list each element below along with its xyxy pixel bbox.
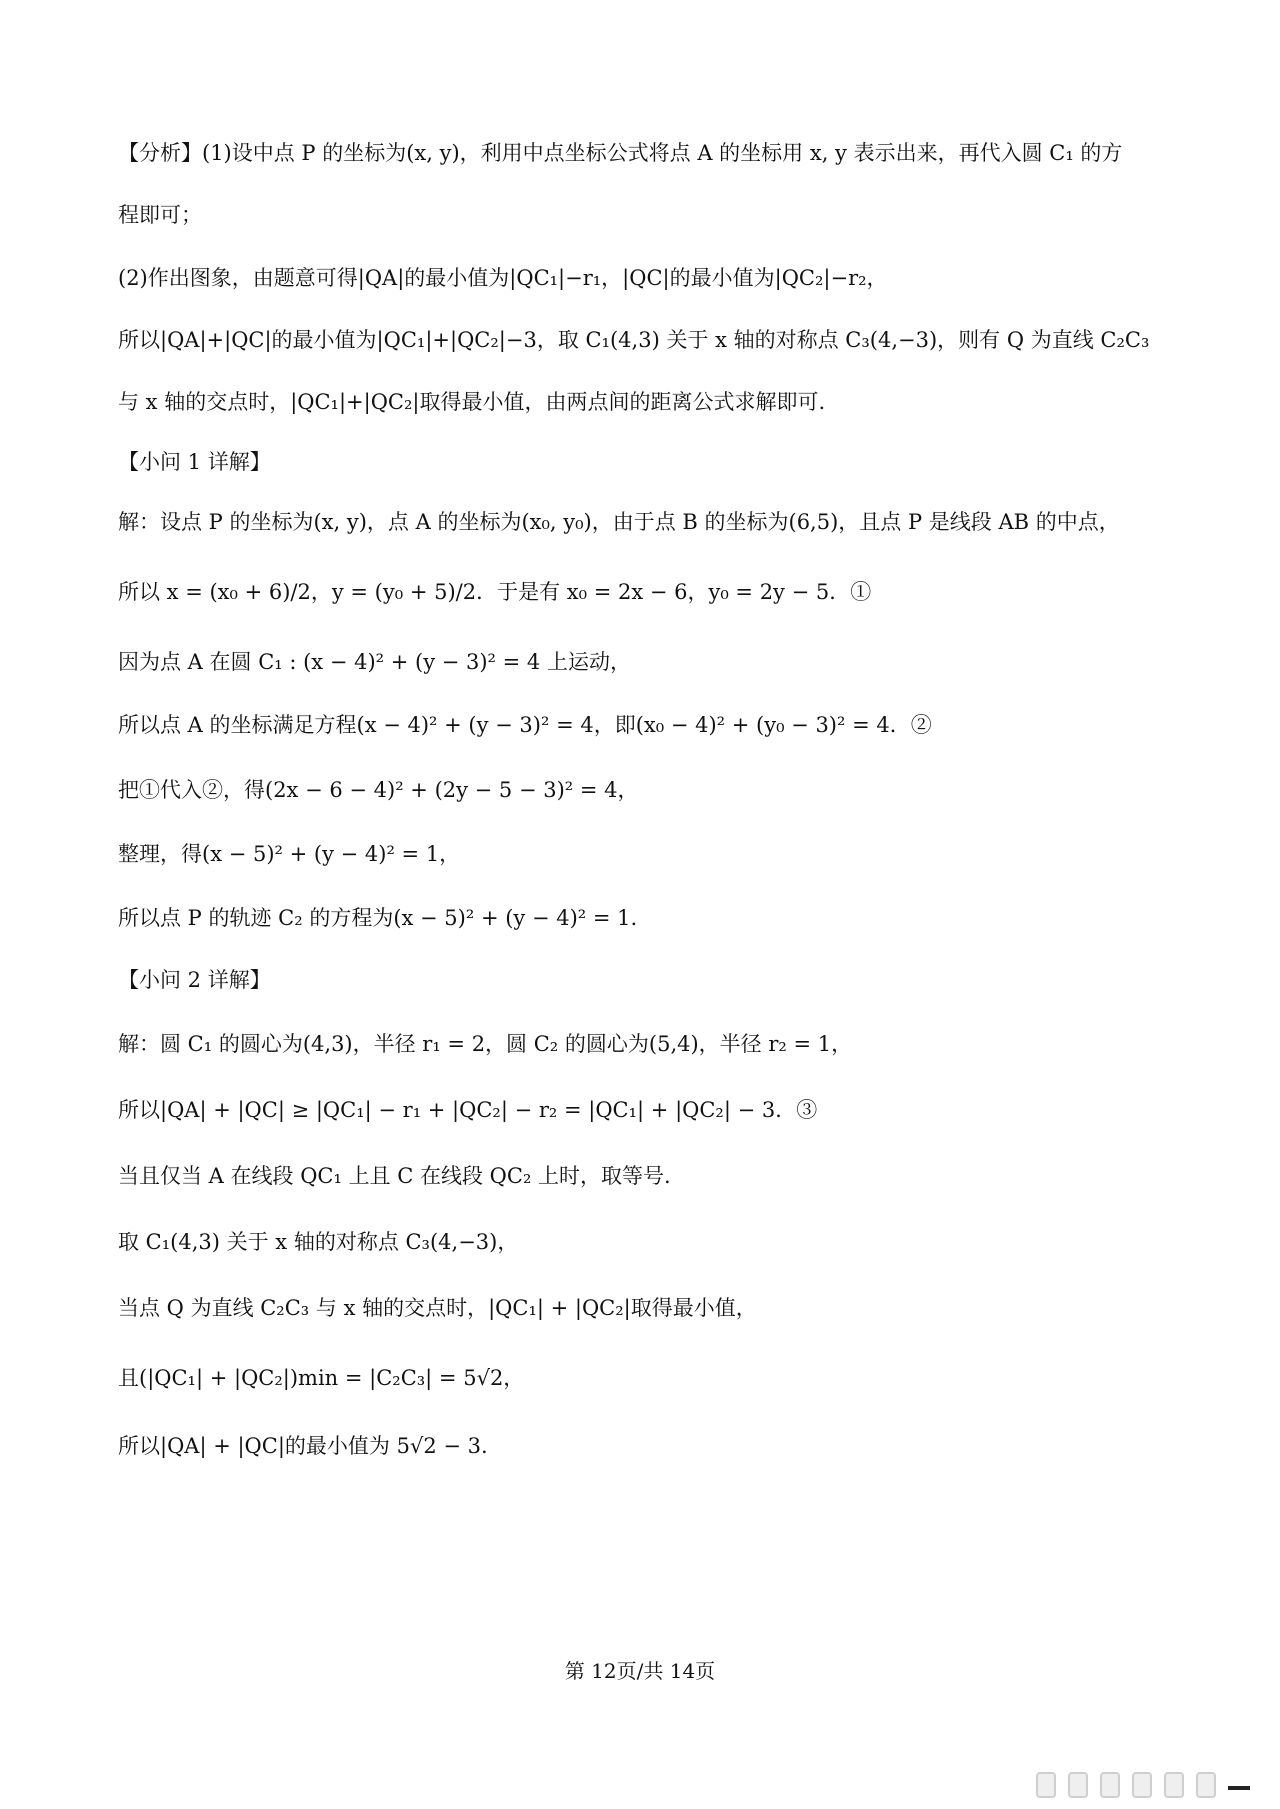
page-view-icon[interactable] [1100, 1772, 1120, 1798]
part1-line-3: 因为点 A 在圆 C₁ : (x − 4)² + (y − 3)² = 4 上运动， [118, 650, 631, 674]
page-number: 第 12页/共 14页 [564, 1659, 716, 1683]
viewer-toolbar [1036, 1772, 1250, 1798]
part1-line-7: 所以点 P 的轨迹 C₂ 的方程为(x − 5)² + (y − 4)² = 1. [118, 906, 638, 930]
part1-line-1: 解：设点 P 的坐标为(x, y)，点 A 的坐标为(x₀, y₀)，由于点 B 的坐标为(6,5)，且点 P 是线段 AB 的中点， [118, 510, 1120, 534]
analysis-line-2: 程即可； [118, 203, 202, 227]
part1-line-5: 把①代入②，得(2x − 6 − 4)² + (2y − 5 − 3)² = 4， [118, 778, 639, 802]
part2-line-7: 所以|QA| + |QC|的最小值为 5√2 − 3. [118, 1434, 488, 1458]
part1-line-2: 所以 x = (x₀ + 6)/2，y = (y₀ + 5)/2．于是有 x₀ = 2x − 6，y₀ = 2y − 5．① [118, 580, 872, 604]
analysis-line-5: 与 x 轴的交点时，|QC₁|+|QC₂|取得最小值，由两点间的距离公式求解即可. [118, 390, 826, 414]
page-view-icon[interactable] [1036, 1772, 1056, 1798]
analysis-line-4: 所以|QA|+|QC|的最小值为|QC₁|+|QC₂|−3，取 C₁(4,3) 关于 x 轴的对称点 C₃(4,−3)，则有 Q 为直线 C₂C₃ [118, 328, 1150, 352]
part2-heading: 【小问 2 详解】 [118, 968, 271, 992]
menu-bar-icon[interactable] [1228, 1786, 1250, 1790]
page-view-icon[interactable] [1196, 1772, 1216, 1798]
part2-line-5: 当点 Q 为直线 C₂C₃ 与 x 轴的交点时，|QC₁| + |QC₂|取得最小值， [118, 1296, 757, 1320]
part2-line-3: 当且仅当 A 在线段 QC₁ 上且 C 在线段 QC₂ 上时，取等号. [118, 1164, 671, 1188]
page-view-icon[interactable] [1068, 1772, 1088, 1798]
page-view-icon[interactable] [1132, 1772, 1152, 1798]
analysis-line-3: (2)作出图象，由题意可得|QA|的最小值为|QC₁|−r₁，|QC|的最小值为|QC₂|−r₂， [118, 266, 888, 290]
analysis-line-1: 【分析】(1)设中点 P 的坐标为(x, y)，利用中点坐标公式将点 A 的坐标用 x, y 表示出来，再代入圆 C₁ 的方 [118, 141, 1123, 165]
part2-line-6: 且(|QC₁| + |QC₂|)min = |C₂C₃| = 5√2， [118, 1366, 525, 1390]
part1-heading: 【小问 1 详解】 [118, 450, 271, 474]
part2-line-4: 取 C₁(4,3) 关于 x 轴的对称点 C₃(4,−3)， [118, 1230, 519, 1254]
part1-line-6: 整理，得(x − 5)² + (y − 4)² = 1， [118, 842, 461, 866]
part2-line-2: 所以|QA| + |QC| ≥ |QC₁| − r₁ + |QC₂| − r₂ = |QC₁| + |QC₂| − 3．③ [118, 1098, 818, 1122]
part2-line-1: 解：圆 C₁ 的圆心为(4,3)，半径 r₁ = 2，圆 C₂ 的圆心为(5,4)，半径 r₂ = 1， [118, 1032, 853, 1056]
part1-line-4: 所以点 A 的坐标满足方程(x − 4)² + (y − 3)² = 4，即(x₀ − 4)² + (y₀ − 3)² = 4．② [118, 713, 932, 737]
page-view-icon[interactable] [1164, 1772, 1184, 1798]
